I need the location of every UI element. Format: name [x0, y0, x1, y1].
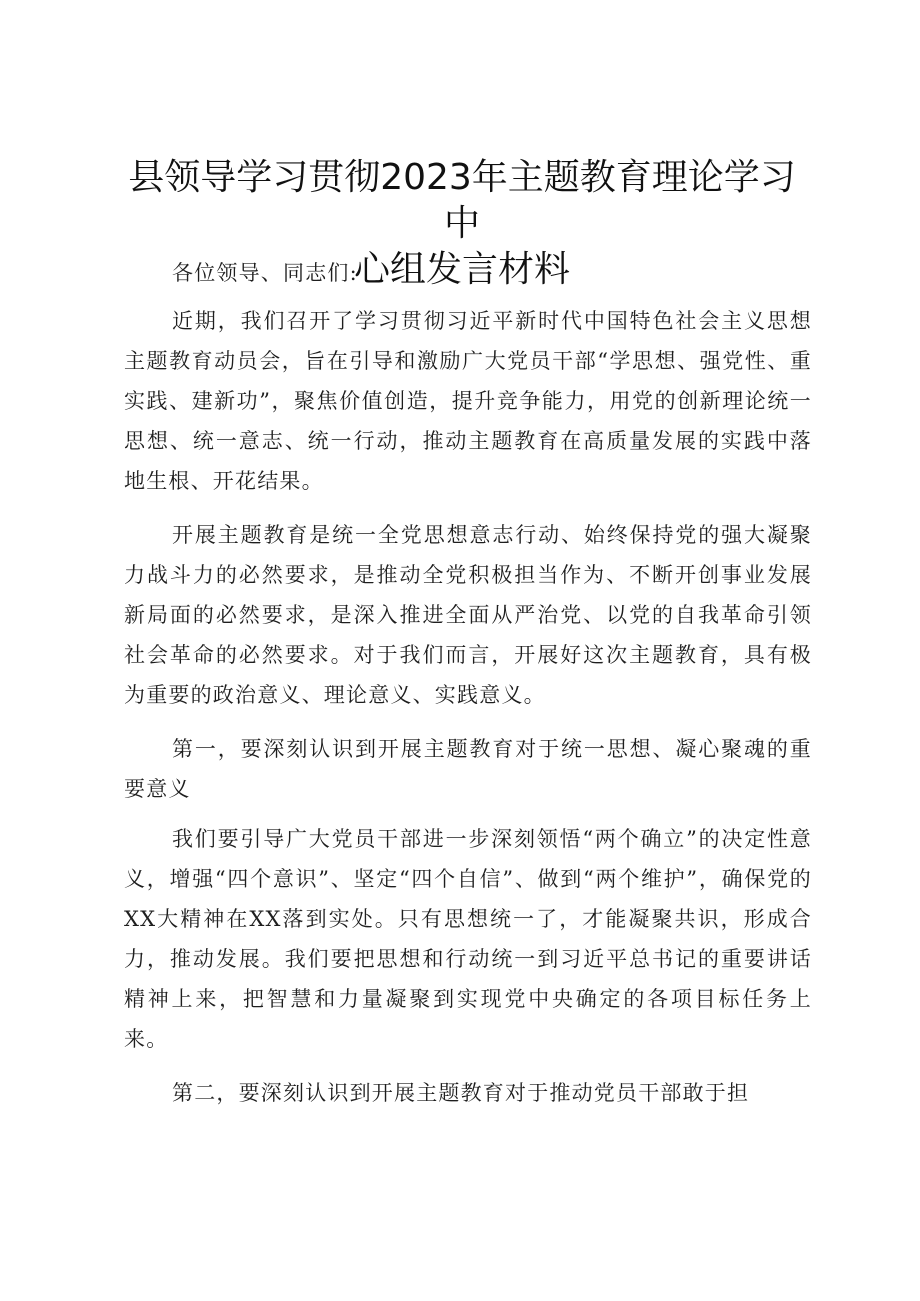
- title-line-2: 心组发言材料: [353, 249, 570, 290]
- section-heading-second: 第二，要深刻认识到开展主题教育对于推动党员干部敢于担: [172, 1081, 750, 1105]
- section-heading-first: 第一，要深刻认识到开展主题教育对于统一思想、凝心聚魂的重要意义: [124, 737, 812, 801]
- paragraph-first-detail: 我们要引导广大党员干部进一步深刻领悟“两个确立”的决定性意义，增强“四个意识”、坚定“四个自信”、做到“两个维护”，确保党的XX大精神在XX落到实处。只有思想统一了，才能凝聚共识，形成合力，推动发展。我们要把思想和行动统一到习近平总书记的重要讲话精神上来，把智慧和力量凝聚到实现党中央确定的各项目标任务上来。: [124, 827, 812, 1051]
- title-line-1: 县领导学习贯彻2023年主题教育理论学习中: [128, 157, 796, 244]
- document-body: [124, 253, 812, 1123]
- salutation: 各位领导、同志们:: [172, 261, 358, 285]
- paragraph-significance: 开展主题教育是统一全党思想意志行动、始终保持党的强大凝聚力战斗力的必然要求，是推动全党积极担当作为、不断开创事业发展新局面的必然要求，是深入推进全面从严治党、以党的自我革命引领社会革命的必然要求。对于我们而言，开展好这次主题教育，具有极为重要的政治意义、理论意义、实践意义。: [124, 523, 812, 707]
- paragraph-intro: 近期，我们召开了学习贯彻习近平新时代中国特色社会主义思想主题教育动员会，旨在引导和激励广大党员干部“学思想、强党性、重实践、建新功”，聚焦价值创造，提升竞争能力，用党的创新理论统一思想、统一意志、统一行动，推动主题教育在高质量发展的实践中落地生根、开花结果。: [124, 309, 812, 493]
